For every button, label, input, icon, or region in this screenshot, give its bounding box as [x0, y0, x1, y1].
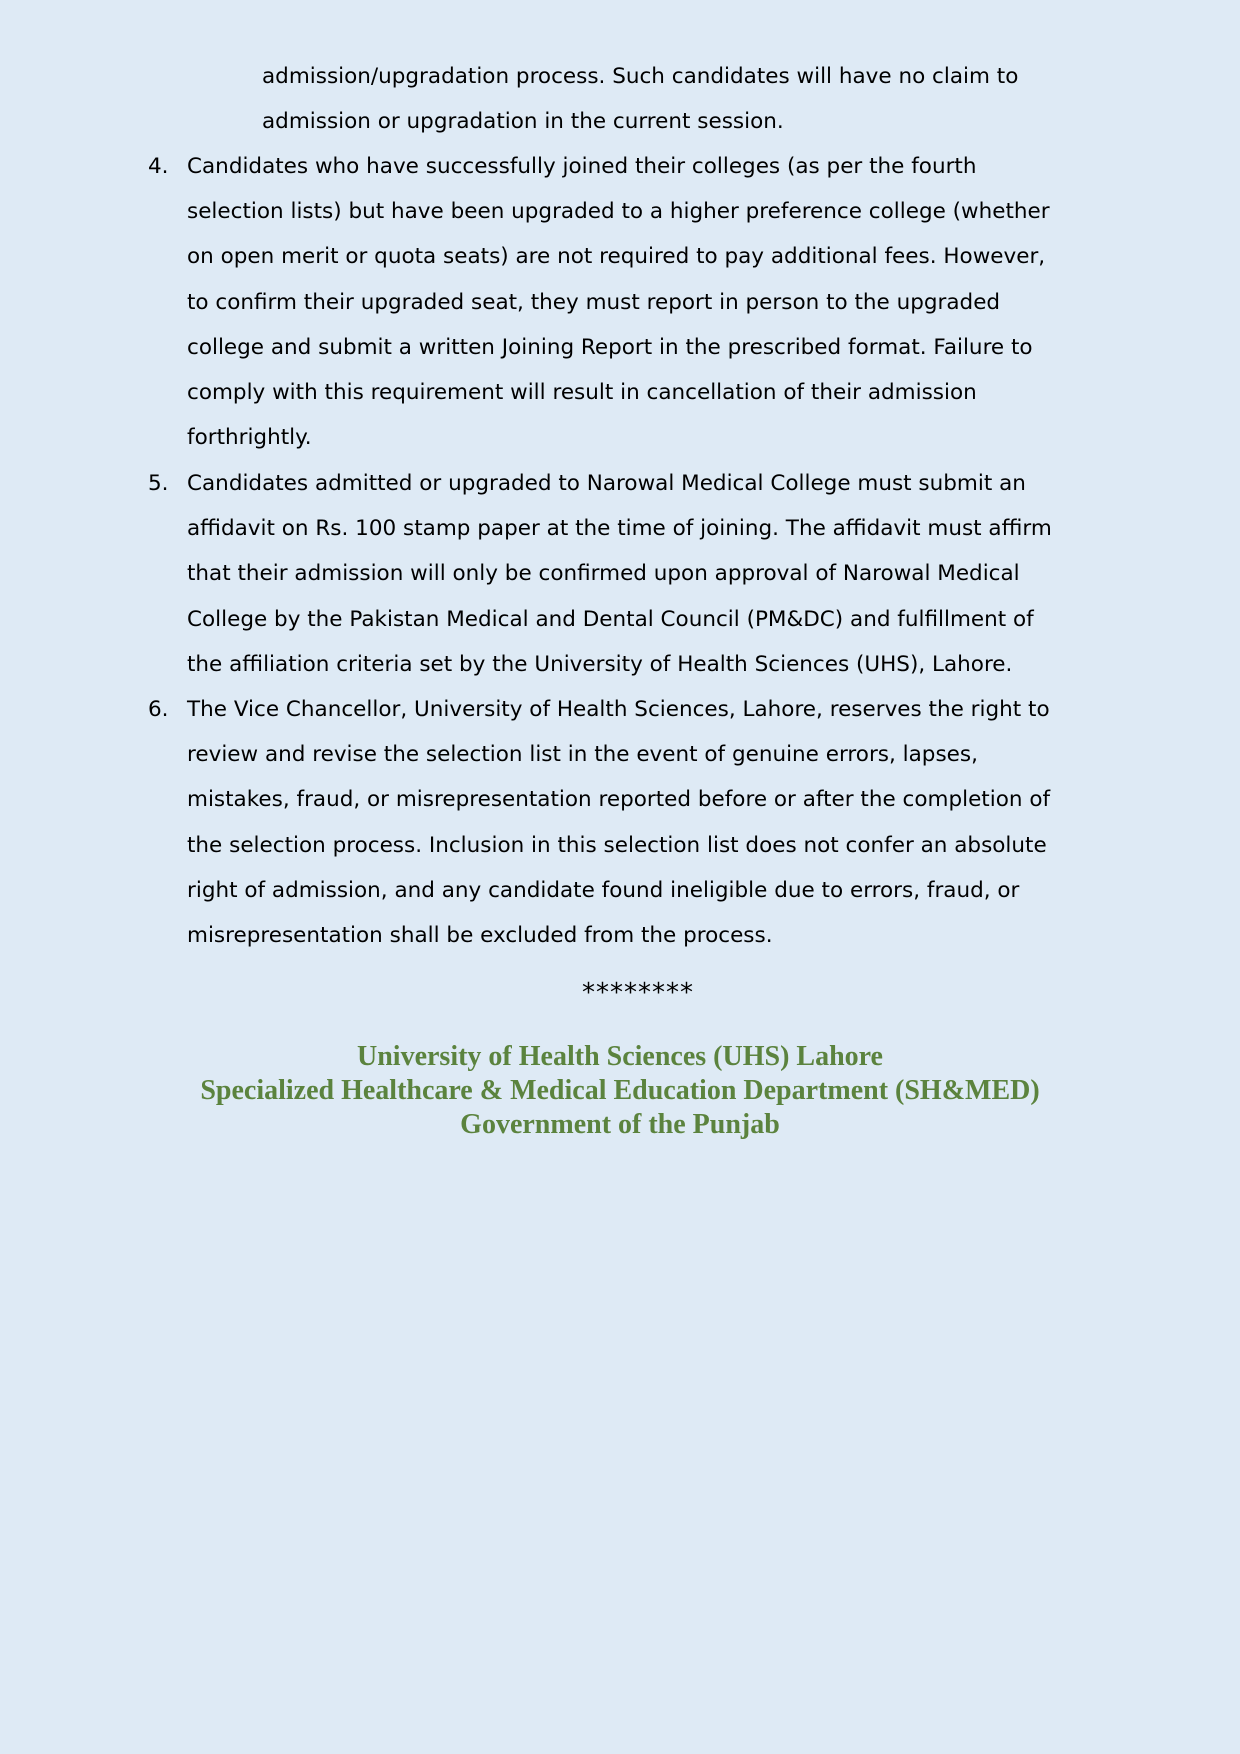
list-item-number: 5.	[148, 471, 169, 496]
footer-department-name: Specialized Healthcare & Medical Education Department (SH&MED)	[200, 1075, 1040, 1106]
footer-government-name: Government of the Punjab	[460, 1109, 780, 1140]
list-item-5	[148, 461, 1088, 687]
list-item-number: 4.	[148, 154, 169, 179]
list-item-text: Candidates admitted or upgraded to Narowal Medical College must submit an affidavit on Rs. 100 stamp paper at the time of joining. The affidavit must affirm that their admission will only be confirmed upon approval of Narowal Medical College by the Pakistan Medical and Dental Council (PM&DC) and fulfillment of the affiliation criteria set by the University of Health Sciences (UHS), Lahore.	[187, 471, 1052, 677]
continuation-paragraph: admission/upgradation process. Such candidates will have no claim to admission or upgradation in the current session.	[262, 64, 1019, 134]
section-separator: ********	[582, 978, 694, 1008]
footer-block	[0, 1040, 1240, 1142]
list-item-number: 6.	[148, 697, 169, 722]
list-item-6	[148, 687, 1088, 958]
footer-university-name: University of Health Sciences (UHS) Lahore	[357, 1041, 883, 1072]
list-item-4	[148, 144, 1088, 460]
list-item-text: The Vice Chancellor, University of Health Sciences, Lahore, reserves the right to review and revise the selection list in the event of genuine errors, lapses, mistakes, fraud, or misrepresentation reported before or after the completion of the selection process. Inclusion in this selection list does not confer an absolute right of admission, and any candidate found ineligible due to errors, fraud, or misrepresentation shall be excluded from the process.	[187, 697, 1051, 949]
list-item-text: Candidates who have successfully joined their colleges (as per the fourth selection lists) but have been upgraded to a higher preference college (whether on open merit or quota seats) are not required to pay additional fees. However, to confirm their upgraded seat, they must report in person to the upgraded college and submit a written Joining Report in the prescribed format. Failure to comply with this requirement will result in cancellation of their admission forthrightly.	[187, 154, 1050, 451]
